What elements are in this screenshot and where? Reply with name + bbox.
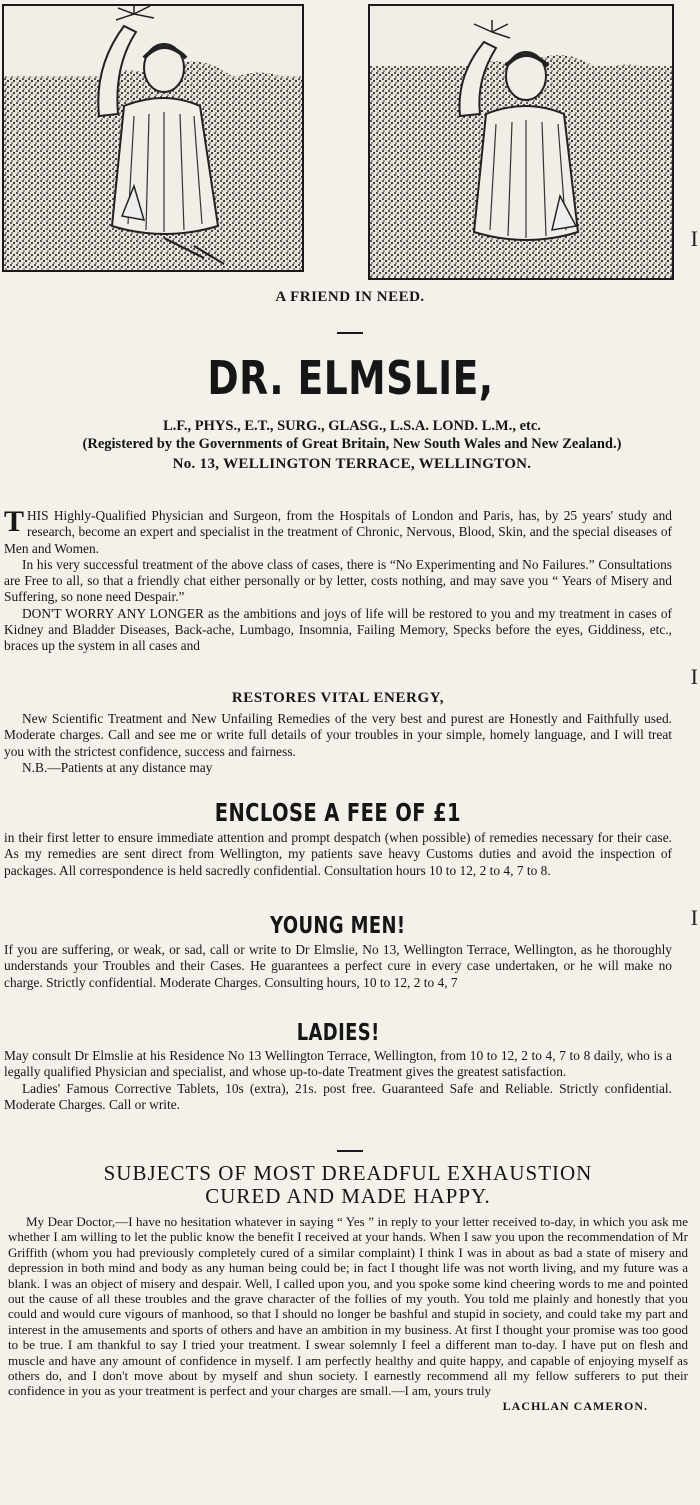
testimonial-section [8,1162,688,1415]
fee-paragraph: in their first letter to ensure immediate attention and prompt despatch (when possible) of remedies necessary for their case. As my remedies are sent direct from Wellington, my patients save heavy Customs duties and avoid the inspection of packages. All correspondence is held sacredly confidential. Consultation hours 10 to 12, 2 to 4, 7 to 8. [4,830,672,878]
fee-heading: ENCLOSE A FEE OF £1 [214,798,462,827]
ladies-heading-block [4,1020,672,1048]
credentials-block [22,418,682,473]
young-men-heading: YOUNG MEN! [270,913,406,939]
divider [337,1150,363,1152]
doctor-name-block [0,352,700,404]
fee-section [4,798,672,879]
doctor-name: DR. ELMSLIE, [206,351,494,405]
testimonial-letter: My Dear Doctor,—I have no hesitation whatever in saying “ Yes ” in reply to your letter received to-day, in which you ask me whether I am willing to let the public know the benefit I received at your hands. When I saw you upon the recommendation of Mr Griffith (whom you had previously completely cured of a similar complaint) I think I was in about as bad a state of misery and depression in both mind and body as any human being could be; in fact I thought life was not worth living, and my future was a blank. I was an object of misery and despair. Well, I called upon you, and you spoke some kind cheering words to me and pointed out the cause of all these troubles and the grave character of the follies of my youth. You told me plainly and honestly that you could and would cure vigours of manhood, so that I should no longer be bashful and stupid in society, and could take my part and interest in the amusements and sports of others and have an ambition in my business. At first I thought your promise was too good to be true. I am thankful to say I tried your treatment. I swear solemnly I feel a different man to-day. I have put on flesh and muscle and have any amount of confidence in myself. I am perfectly healthy and quite happy, and capable of enjoying myself as others do, and I don't move about by myself and shun society. I earnestly recommend all my fellow sufferers to put their confidence in you as your treatment is perfect and your charges are small.—I am, yours truly [8,1214,688,1399]
young-men-section [4,912,672,991]
address: No. 13, WELLINGTON TERRACE, WELLINGTON. [172,456,532,472]
nb-note: N.B.—Patients at any distance may [22,759,213,775]
testimonial-heading-line2: CURED AND MADE HAPPY. [205,1184,491,1208]
woodcut-illustration-left [2,4,304,272]
divider [337,332,363,334]
registration: (Registered by the Governments of Great Britain, New South Wales and New Zealand.) [82,436,622,452]
intro-text: HIS Highly-Qualified Physician and Surgeon, from the Hospitals of London and Paris, has, by 25 years' study and research, become an expert and specialist in the treatment of Chronic, Nervous, Blood, Skin, and the special diseases of Men and Women. [4,508,672,556]
fee-heading-block [4,798,672,830]
woodcut-illustration-right [368,4,674,280]
testimonial-heading-line1: SUBJECTS OF MOST DREADFUL EXHAUSTION [103,1161,593,1185]
ladies-heading: LADIES! [296,1020,380,1046]
qualifications: L.F., PHYS., E.T., SURG., GLASG., L.S.A. LOND. L.M., etc. [163,418,541,434]
vital-energy-paragraph: New Scientific Treatment and New Unfailing Remedies of the very best and purest are Honestly and Faithfully used. Moderate charges. Call and see me or write full details of your troubles in your simple, homely language, and I will treat you with the strictest confidence, success and fairness. [4,711,672,759]
edge-mark: I [690,226,698,251]
ladies-paragraph: May consult Dr Elmslie at his Residence No 13 Wellington Terrace, Wellington, from 10 to 12, 2 to 4, 7 to 8 daily, who is a legally qualified Physician and specialist, and whose up-to-date Treatment gives the greatest satisfaction. [4,1048,672,1080]
young-men-paragraph: If you are suffering, or weak, or sad, call or write to Dr Elmslie, No 13, Wellington Terrace, Wellington, as he thoroughly understands your Troubles and their Cases. He guarantees a perfect cure in every case undertaken, or he will make no charge. Strictly confidential. Moderate Charges. Consulting hours, 10 to 12, 2 to 4, 7 [4,942,672,990]
young-men-heading-block [4,912,672,942]
tagline [0,288,700,306]
woman-with-lamp-illustration [4,6,302,270]
ladies-section [4,1020,672,1113]
intro-paragraph [4,505,672,557]
woman-with-lamp-illustration [370,6,672,278]
tagline-text: A FRIEND IN NEED. [275,289,425,305]
testimonial-signature: LACHLAN CAMERON. [502,1398,648,1413]
vital-energy-heading: RESTORES VITAL ENERGY, [231,690,445,706]
intro-section [4,505,672,655]
dont-worry-paragraph: DON'T WORRY ANY LONGER as the ambitions and joys of life will be restored to you and my treatment in cases of Kidney and Bladder Diseases, Back-ache, Lumbago, Insomnia, Failing Memory, Specks before the eyes, Giddiness, etc., braces up the system in all cases and [4,605,672,654]
edge-mark: I [690,664,698,689]
no-failures-paragraph: In his very successful treatment of the above class of cases, there is “No Experimenting and No Failures.” Consultations are Free to all, so that a friendly chat either personally or by letter, costs nothing, and may save you “ Years of Misery and Suffering, so none need Despair.” [4,556,672,605]
ladies-tablets-paragraph: Ladies' Famous Corrective Tablets, 10s (extra), 21s. post free. Guaranteed Safe and Reliable. Strictly confidential. Moderate Charges. Call or write. [4,1080,672,1112]
testimonial-signature-block [8,1397,648,1415]
vital-energy-section [4,690,672,776]
edge-mark: I [690,905,698,930]
drop-cap: T [4,505,25,538]
